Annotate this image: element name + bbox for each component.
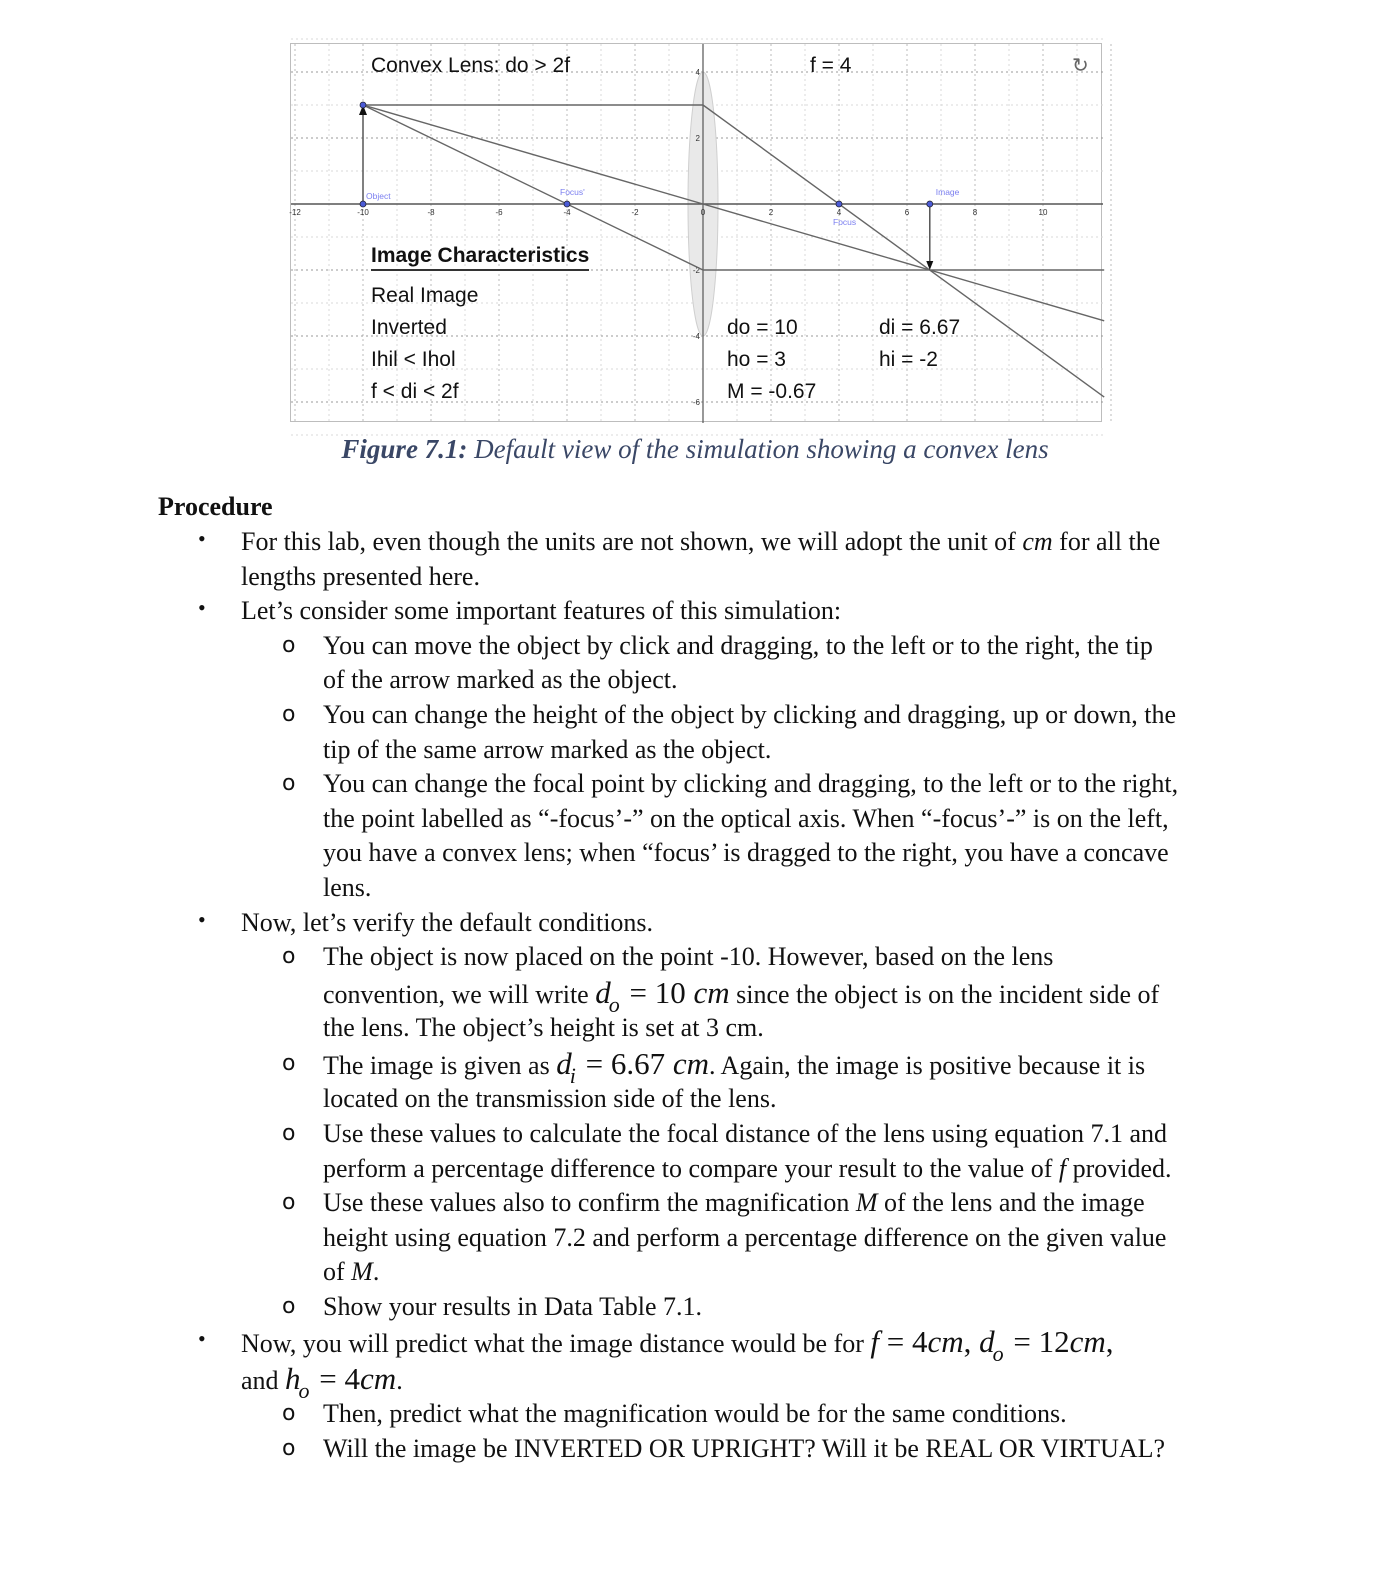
- y-tick-label: -4: [692, 332, 700, 341]
- characteristic-item: Real Image: [371, 284, 479, 307]
- math-text: = 12: [1005, 1324, 1070, 1360]
- text-line: [0, 871, 1399, 906]
- body-text: convention, we will write: [323, 979, 596, 1009]
- x-tick-label: -8: [427, 208, 435, 217]
- math-text: cm: [1022, 527, 1053, 556]
- text-line: [0, 1360, 1399, 1403]
- text-line: [0, 802, 1399, 837]
- math-text: cm: [927, 1324, 964, 1360]
- body-text: The object is now placed on the point -10. However, based on the lens: [323, 942, 1054, 972]
- bullet-item: [0, 1324, 1399, 1403]
- body-text: Now, let’s verify the default conditions.: [241, 907, 654, 937]
- body-text: For this lab, even though the units are not shown, we will adopt the unit of: [241, 527, 1023, 556]
- text-line: [0, 1255, 1399, 1290]
- math-text: cm: [360, 1360, 397, 1396]
- body-text: you have a convex lens; when “focus’ is dragged to the right, you have a concave: [323, 838, 1169, 868]
- magnification-value: M = -0.67: [727, 380, 817, 403]
- body-text: of the arrow marked as the object.: [323, 665, 678, 695]
- math-text: cm: [693, 974, 730, 1010]
- body-text: lens.: [323, 872, 372, 902]
- sub-bullet-marker: o: [282, 944, 296, 970]
- math-text: = 4: [311, 1360, 361, 1396]
- math-text: ,: [963, 1324, 980, 1360]
- characteristics-heading: Image Characteristics: [371, 245, 589, 271]
- body-text: Use these values to calculate the focal distance of the lens using equation 7.1 and: [323, 1118, 1167, 1148]
- sub-bullet-item: [0, 767, 1399, 905]
- x-tick-label: 2: [768, 208, 774, 217]
- bullet-marker: •: [198, 1326, 206, 1352]
- text-line: [0, 906, 1399, 941]
- y-tick-label: 2: [695, 134, 700, 143]
- math-text: o: [992, 1341, 1004, 1367]
- x-tick-label: 4: [836, 208, 842, 217]
- sub-bullet-item: [0, 940, 1399, 1046]
- text-line: [0, 629, 1399, 664]
- x-tick-label: 0: [700, 208, 706, 217]
- body-text: Will the image be INVERTED OR UPRIGHT? Will it be REAL OR VIRTUAL?: [323, 1434, 1166, 1464]
- sub-bullet-item: [0, 1186, 1399, 1290]
- y-tick-label: -6: [692, 398, 700, 407]
- body-text: You can move the object by click and dragging, to the left or to the right, the tip: [323, 630, 1153, 660]
- body-text: .: [396, 1365, 403, 1395]
- body-text: Then, predict what the magnification would be for the same conditions.: [323, 1399, 1067, 1429]
- text-line: [0, 1082, 1399, 1117]
- caption-text: Default view of the simulation showing a convex lens: [467, 434, 1049, 464]
- bullet-item: [0, 906, 1399, 941]
- sub-bullet-marker: o: [282, 1050, 296, 1076]
- sub-bullet-item: [0, 629, 1399, 698]
- math-text: cm: [672, 1045, 709, 1081]
- focus-point[interactable]: [836, 201, 842, 207]
- body-text: for all the: [1052, 527, 1161, 556]
- sub-bullet-marker: o: [282, 1401, 296, 1427]
- text-line: [0, 767, 1399, 802]
- text-line: [0, 940, 1399, 975]
- object-height-value: ho = 3: [727, 348, 786, 371]
- math-text: d: [979, 1324, 995, 1360]
- focus-label: Focus: [833, 217, 857, 227]
- focus-prime-point[interactable]: [564, 201, 570, 207]
- text-line: [0, 1045, 1399, 1088]
- math-text: cm: [1069, 1324, 1106, 1360]
- x-tick-label: 8: [972, 208, 978, 217]
- sub-bullet-item: [0, 1046, 1399, 1117]
- sub-bullet-item: [0, 1290, 1399, 1325]
- body-text: the point labelled as “-focus’-” on the optical axis. When “-focus’-” is on the left,: [323, 803, 1169, 833]
- text-line: [0, 733, 1399, 768]
- bullet-item: [0, 594, 1399, 629]
- math-text: d: [595, 974, 611, 1010]
- image-point[interactable]: [927, 201, 933, 207]
- sub-bullet-marker: o: [282, 701, 296, 727]
- image-label: Image: [935, 187, 960, 197]
- text-line: [0, 525, 1399, 560]
- body-text: .: [372, 1257, 380, 1287]
- object-label: Object: [366, 191, 391, 201]
- math-text: M: [855, 1188, 878, 1218]
- math-text: M: [351, 1257, 373, 1287]
- image-height-value: hi = -2: [879, 348, 938, 371]
- math-text: = 6.67: [577, 1045, 673, 1081]
- text-line: [0, 1221, 1399, 1256]
- text-line: [0, 836, 1399, 871]
- sub-bullet-marker: o: [282, 1120, 296, 1146]
- caption-label: Figure 7.1:: [341, 434, 468, 464]
- text-line: [0, 560, 1399, 595]
- text-line: [0, 1011, 1399, 1046]
- math-text: = 10: [621, 974, 694, 1010]
- image-distance-value: di = 6.67: [879, 316, 961, 339]
- text-line: [0, 1290, 1399, 1325]
- sub-bullet-marker: o: [282, 771, 296, 797]
- math-text: = 4: [879, 1324, 928, 1360]
- body-text: height using equation 7.2 and perform a percentage difference on the given value: [323, 1222, 1167, 1252]
- object-distance-value: do = 10: [727, 316, 798, 339]
- x-tick-label: -4: [563, 208, 571, 217]
- body-text: of the lens and the image: [877, 1188, 1145, 1218]
- text-line: [0, 1432, 1399, 1467]
- text-line: [0, 594, 1399, 629]
- characteristic-item: Ihil < Ihol: [371, 348, 456, 371]
- characteristic-item: Inverted: [371, 316, 447, 339]
- lens-simulation-figure: [290, 43, 1102, 422]
- text-line: [0, 663, 1399, 698]
- simulation-title: Convex Lens: do > 2f: [371, 54, 571, 77]
- sub-bullet-item: [0, 1117, 1399, 1186]
- body-text: tip of the same arrow marked as the object.: [323, 734, 772, 764]
- x-tick-label: -12: [289, 208, 301, 217]
- math-text: ,: [1105, 1324, 1114, 1360]
- procedure-heading: Procedure: [158, 492, 273, 521]
- focal-length-label: f = 4: [810, 54, 852, 77]
- sub-bullet-item: [0, 1432, 1399, 1467]
- sub-bullet-item: [0, 1397, 1399, 1432]
- body-text: You can change the focal point by clicking and dragging, to the left or to the right,: [323, 769, 1179, 799]
- body-text: . Again, the image is positive because it is: [708, 1050, 1146, 1080]
- body-text: Let’s consider some important features of this simulation:: [241, 596, 842, 626]
- body-text: Now, you will predict what the image distance would be for: [241, 1329, 871, 1359]
- text-line: [0, 974, 1399, 1017]
- x-tick-label: -2: [631, 208, 639, 217]
- bullet-marker: •: [198, 906, 206, 932]
- body-text: Use these values also to confirm the magnification: [323, 1188, 856, 1218]
- body-text: You can change the height of the object by clicking and dragging, up or down, the: [323, 699, 1176, 729]
- y-tick-label: 4: [695, 68, 700, 77]
- bullet-item: [0, 525, 1399, 594]
- x-tick-label: -6: [495, 208, 503, 217]
- math-text: i: [569, 1062, 576, 1088]
- sub-bullet-marker: o: [282, 1190, 296, 1216]
- x-tick-label: -10: [357, 208, 369, 217]
- object-tip-handle[interactable]: [360, 102, 366, 108]
- sub-bullet-marker: o: [282, 1293, 296, 1319]
- text-line: [0, 1397, 1399, 1432]
- sub-bullet-item: [0, 698, 1399, 767]
- focus-prime-label: Focus': [560, 187, 585, 197]
- object-base-point[interactable]: [360, 201, 366, 207]
- math-text: o: [608, 991, 620, 1017]
- bullet-marker: •: [198, 526, 206, 551]
- procedure-list: [0, 525, 1399, 1467]
- body-text: since the object is on the incident side of: [729, 979, 1160, 1009]
- math-text: h: [285, 1360, 301, 1396]
- math-text: o: [298, 1377, 310, 1403]
- characteristic-item: f < di < 2f: [371, 380, 459, 403]
- figure-caption: [0, 434, 1390, 465]
- text-line: [0, 1152, 1399, 1187]
- math-text: d: [556, 1045, 572, 1081]
- text-line: [0, 1186, 1399, 1221]
- body-text: and: [241, 1365, 286, 1395]
- text-line: [0, 1117, 1399, 1152]
- body-text: lengths presented here.: [241, 561, 480, 591]
- body-text: of: [323, 1257, 352, 1287]
- sub-bullet-marker: o: [282, 1436, 296, 1462]
- body-text: perform a percentage difference to compare your result to the value of: [323, 1153, 1059, 1183]
- math-text: f: [1058, 1153, 1067, 1183]
- text-line: [0, 1324, 1399, 1367]
- text-line: [0, 698, 1399, 733]
- body-text: the lens. The object’s height is set at 3 cm.: [323, 1013, 764, 1043]
- sub-bullet-marker: o: [282, 632, 296, 658]
- body-text: located on the transmission side of the lens.: [323, 1084, 777, 1114]
- bullet-marker: •: [198, 595, 206, 621]
- x-tick-label: 6: [904, 208, 910, 217]
- y-tick-label: -2: [692, 266, 700, 275]
- body-text: Show your results in Data Table 7.1.: [323, 1291, 702, 1321]
- body-text: The image is given as: [323, 1050, 557, 1080]
- body-text: provided.: [1066, 1153, 1172, 1183]
- reload-icon[interactable]: ↻: [1072, 53, 1089, 77]
- math-text: f: [870, 1324, 879, 1360]
- x-tick-label: 10: [1038, 208, 1048, 217]
